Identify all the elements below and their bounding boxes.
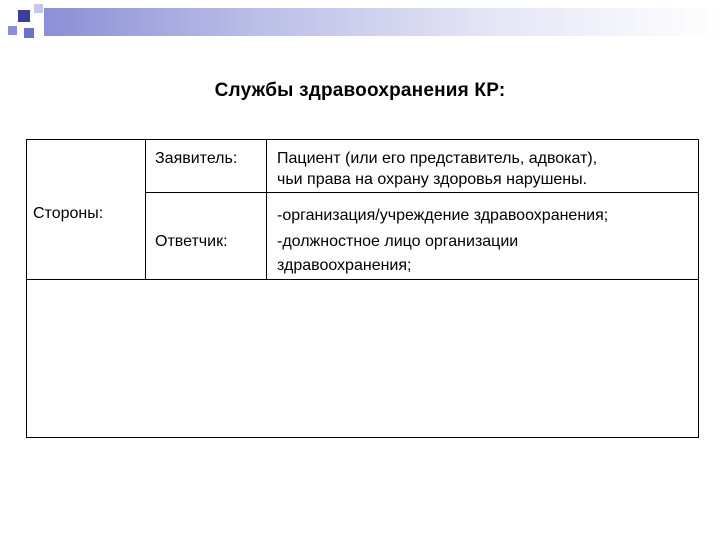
decor-square-dark	[18, 10, 30, 22]
decor-square-light	[34, 4, 43, 13]
respondent-line: -должностное лицо организации	[277, 233, 519, 250]
header-gradient-bar	[44, 8, 720, 36]
row-divider-applicant	[145, 192, 699, 193]
col-divider-side	[145, 140, 146, 279]
applicant-label: Заявитель:	[155, 150, 238, 167]
col-divider-role	[266, 140, 267, 279]
applicant-line: Пациент (или его представитель, адвокат),	[277, 150, 598, 167]
decor-square-mid	[8, 26, 17, 35]
side-label: Стороны:	[33, 205, 104, 222]
decor-square-small	[24, 28, 34, 38]
respondent-label: Ответчик:	[155, 233, 228, 250]
respondent-line: здравоохранения;	[277, 257, 412, 274]
parties-table	[26, 139, 699, 438]
respondent-line: -организация/учреждение здравоохранения;	[277, 207, 609, 224]
applicant-line: чьи права на охрану здоровья нарушены.	[277, 171, 588, 188]
page-title: Службы здравоохранения КР:	[214, 80, 506, 101]
row-divider-parties	[27, 279, 699, 280]
